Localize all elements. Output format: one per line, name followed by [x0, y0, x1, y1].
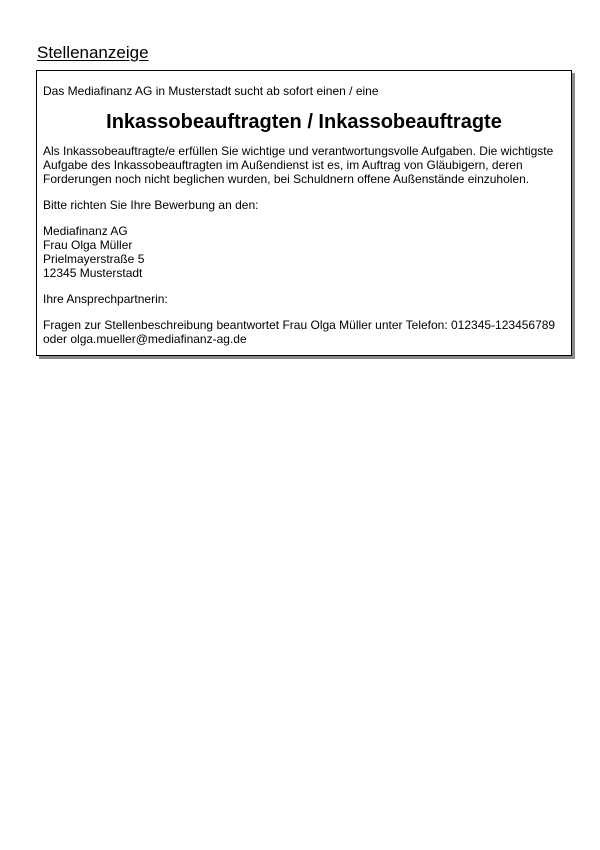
ad-intro: Das Mediafinanz AG in Musterstadt sucht ab sofort einen / eine — [43, 84, 379, 98]
job-description — [43, 144, 571, 186]
contact-info — [43, 318, 571, 346]
address-street: Prielmayerstraße 5 — [43, 252, 145, 266]
contact-line: Fragen zur Stellenbeschreibung beantwortet Frau Olga Müller unter Telefon: 012345-123456789 — [43, 318, 556, 332]
application-prompt: Bitte richten Sie Ihre Bewerbung an den: — [43, 198, 259, 212]
page-heading: Stellenanzeige — [37, 43, 149, 62]
address-city: 12345 Musterstadt — [43, 266, 143, 280]
address-company: Mediafinanz AG — [43, 224, 128, 238]
contact-heading: Ihre Ansprechpartnerin: — [43, 292, 168, 306]
job-ad-box — [36, 70, 572, 356]
contact-line: oder olga.mueller@mediafinanz-ag.de — [43, 332, 247, 346]
description-line: Aufgabe des Inkassobeauftragten im Außendienst ist es, im Auftrag von Gläubigern, deren — [43, 158, 523, 172]
address-block — [43, 224, 571, 280]
address-contact-name: Frau Olga Müller — [43, 238, 133, 252]
job-title: Inkassobeauftragten / Inkassobeauftragte — [106, 111, 502, 133]
description-line: Als Inkassobeauftragte/e erfüllen Sie wichtige und verantwortungsvolle Aufgaben. Die wichtigste — [43, 144, 554, 158]
description-line: Forderungen noch nicht beglichen wurden, bei Schuldnern offene Außenstände einzuholen. — [43, 172, 530, 186]
